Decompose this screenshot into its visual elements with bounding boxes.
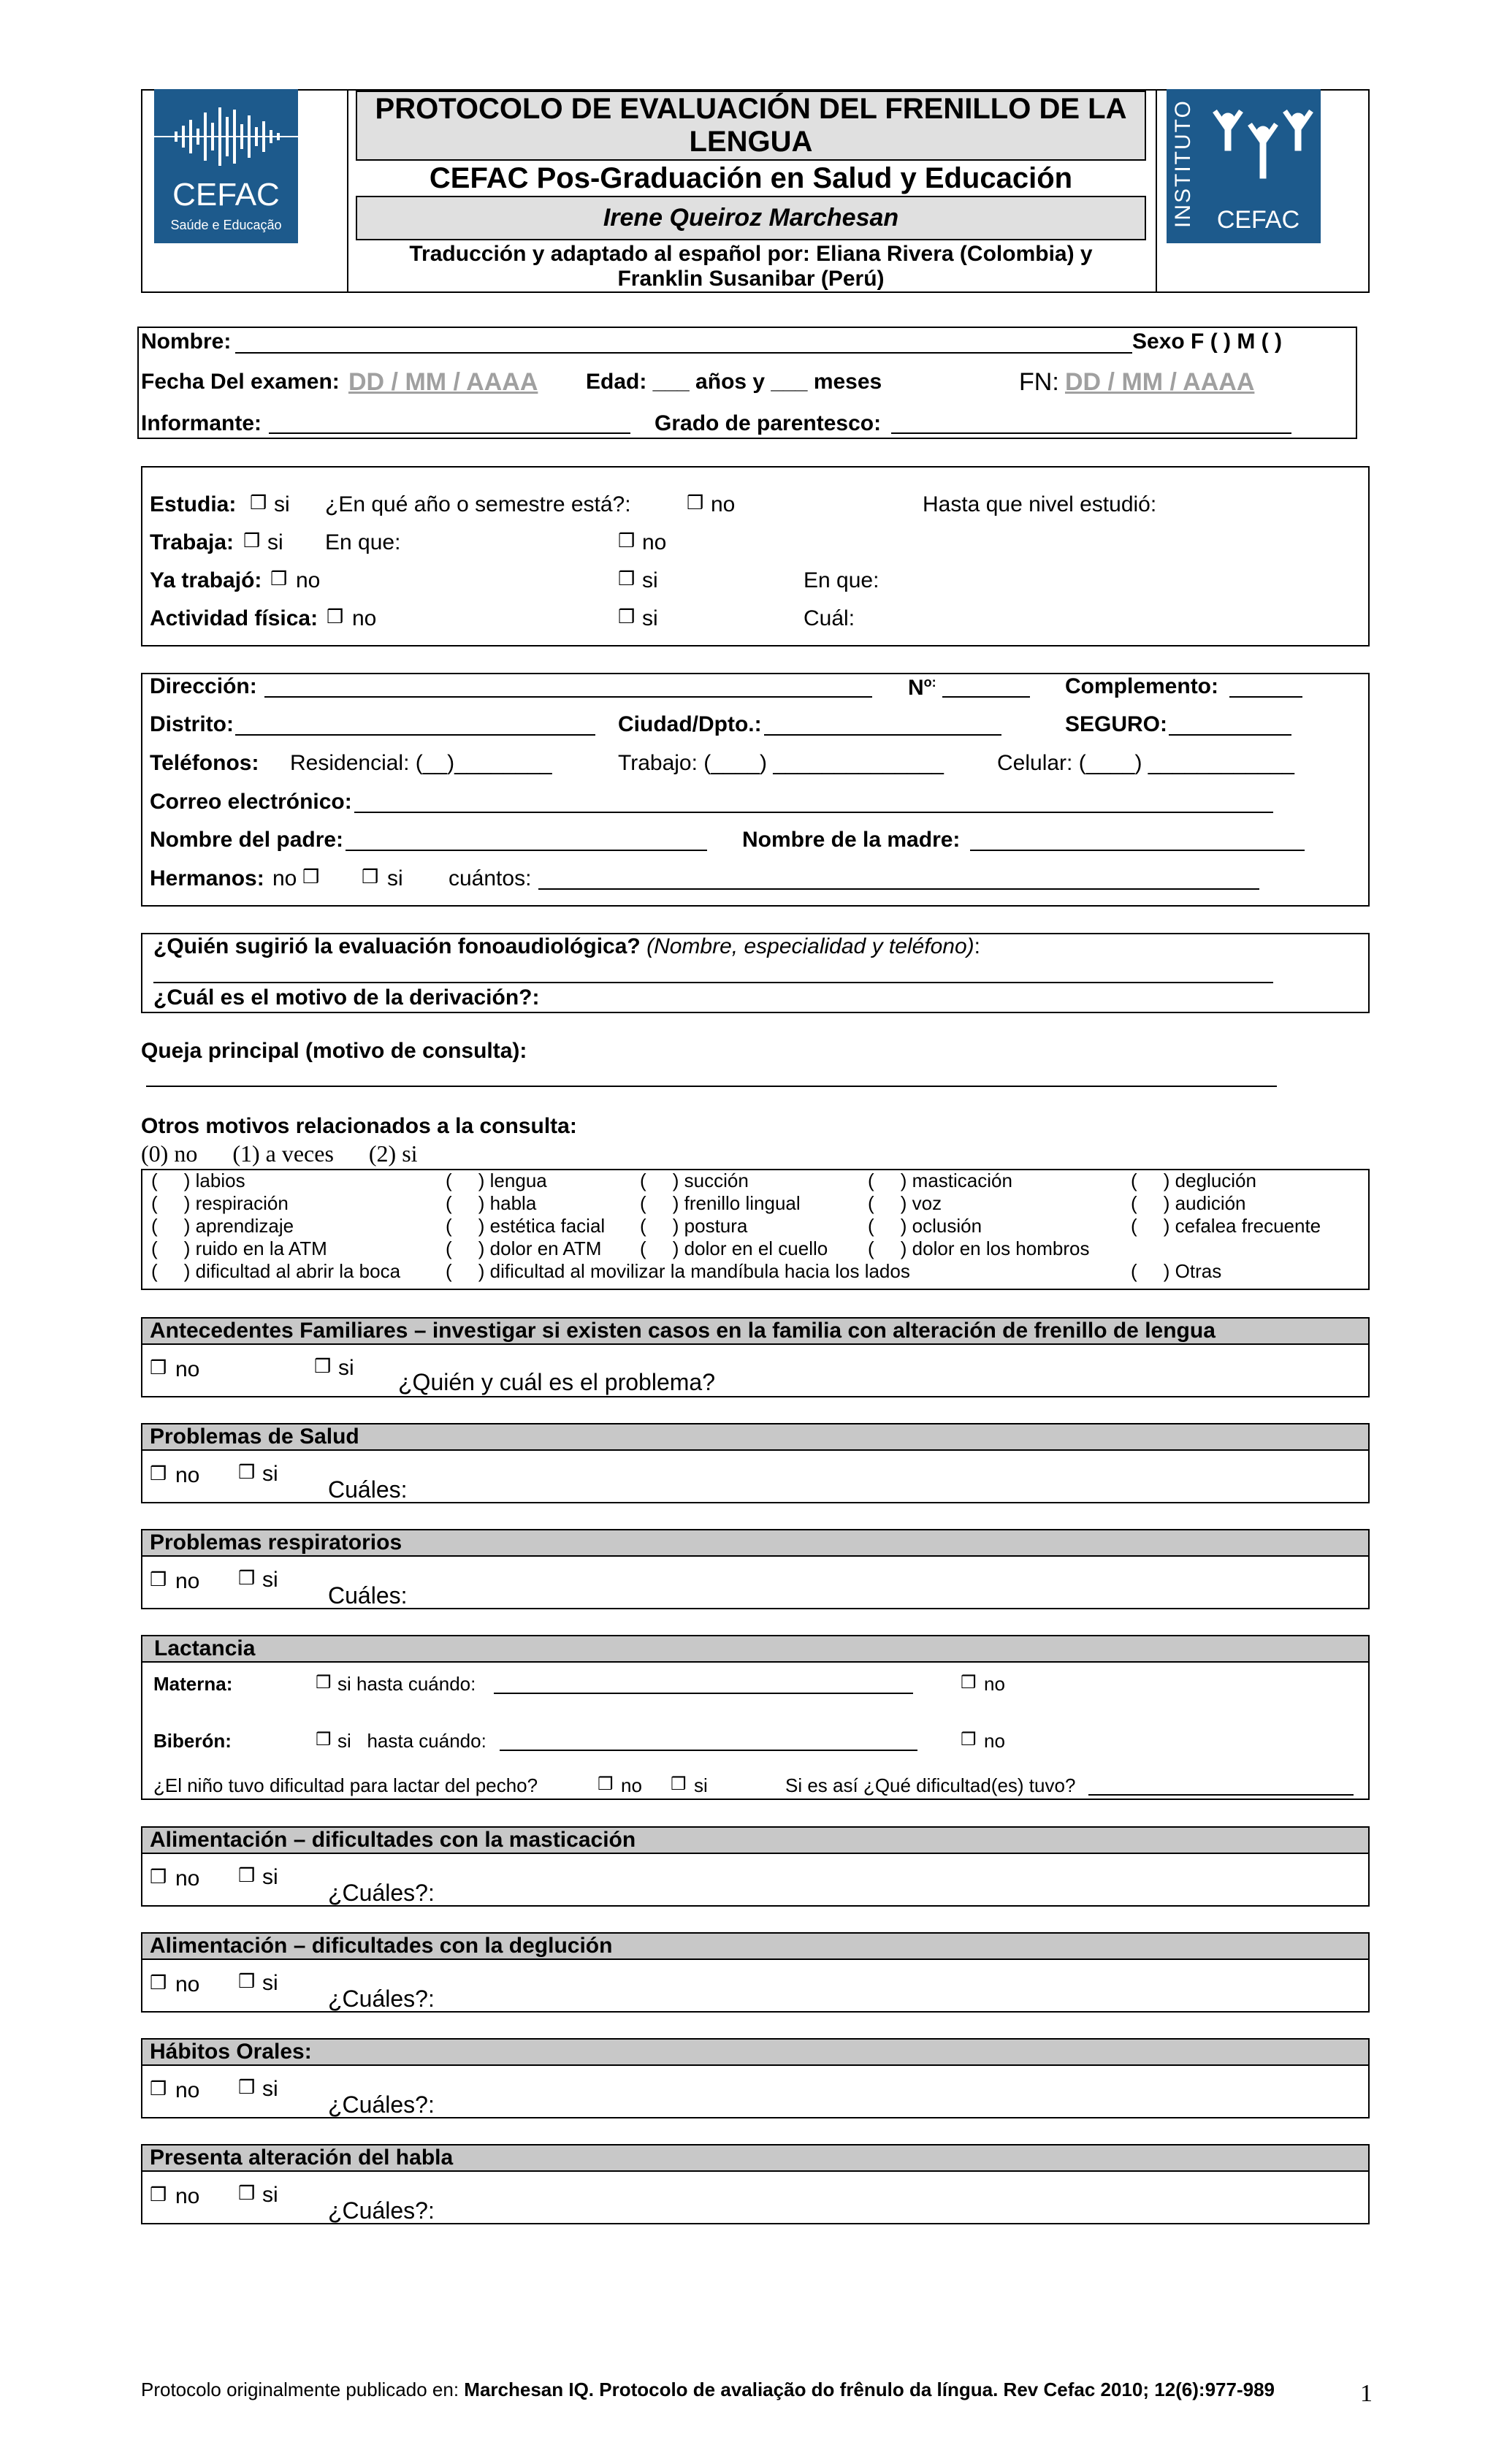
madre-field[interactable] — [970, 850, 1305, 851]
otros-motivo-item[interactable]: ( ) oclusión — [868, 1215, 982, 1237]
habla-no-label: no — [175, 2184, 200, 2208]
footer-citation: Protocolo originalmente publicado en: Marchesan IQ. Protocolo de avaliação do frênulo da língua. Rev Cefac 2010; 12(6):977-989 — [141, 2379, 1275, 2400]
direccion-field[interactable] — [264, 696, 872, 698]
numero-label: $N^{o:}$ — [908, 675, 936, 700]
ya-trabajo-si-label: si — [642, 568, 658, 592]
deglucion-question: ¿Cuáles?: — [328, 1986, 435, 2012]
lactar-question: ¿El niño tuvo dificultad para lactar del pecho? — [153, 1774, 538, 1796]
otros-motivo-item[interactable]: ( ) dolor en ATM — [446, 1237, 602, 1259]
habitos-no-checkbox[interactable]: ❒ — [150, 2078, 167, 2100]
trabaja-no-label: no — [642, 530, 667, 554]
fecha-examen-input[interactable]: DD / MM / AAAA — [348, 368, 538, 396]
si-es-asi-label: Si es así ¿Qué dificultad(es) tuvo? — [785, 1774, 1076, 1796]
numero-field[interactable] — [942, 696, 1030, 698]
habla-header: Presenta alteración del habla — [142, 2145, 1368, 2172]
direccion-label: Dirección: — [150, 674, 257, 698]
translation-line-2: Franklin Susanibar (Perú) — [617, 267, 885, 291]
biberon-no-checkbox[interactable]: ❒ — [961, 1729, 977, 1750]
otros-motivo-item[interactable]: ( ) voz — [868, 1192, 942, 1214]
actividad-label: Actividad física: — [150, 606, 318, 630]
otros-motivo-item[interactable]: ( ) habla — [446, 1192, 537, 1214]
complemento-label: Complemento: — [1065, 674, 1218, 698]
materna-no-checkbox[interactable]: ❒ — [961, 1672, 977, 1693]
antecedentes-question: ¿Quién y cuál es el problema? — [398, 1369, 715, 1395]
respiratorios-no-label: no — [175, 1569, 200, 1593]
salud-si-checkbox[interactable]: ❒ — [238, 1462, 256, 1484]
masticacion-si-label: si — [262, 1865, 278, 1889]
salud-si-label: si — [262, 1462, 278, 1486]
cual-label: Cuál: — [804, 606, 855, 630]
trabaja-no-checkbox[interactable]: ❒ — [618, 530, 636, 552]
antecedentes-no-label: no — [175, 1357, 200, 1381]
habla-si-checkbox[interactable]: ❒ — [238, 2183, 256, 2205]
biberon-label: Biberón: — [153, 1730, 232, 1752]
logo-right-name: CEFAC — [1216, 206, 1300, 234]
otros-motivo-item[interactable]: ( ) labios — [151, 1170, 245, 1191]
otros-motivo-item[interactable]: ( ) frenillo lingual — [640, 1192, 801, 1214]
queja-field[interactable] — [146, 1086, 1277, 1087]
en-que-label-2: En que: — [804, 568, 879, 592]
seguro-label: SEGURO: — [1065, 712, 1168, 736]
otros-motivo-item[interactable]: ( ) lengua — [446, 1170, 547, 1191]
distrito-field[interactable] — [235, 734, 595, 736]
tel-celular-field[interactable]: Celular: (____) ____________ — [997, 751, 1294, 775]
otros-motivo-item[interactable]: ( ) aprendizaje — [151, 1215, 294, 1237]
logo-left-tag: Saúde e Educação — [170, 218, 282, 232]
actividad-no-label: no — [352, 606, 377, 630]
masticacion-question: ¿Cuáles?: — [328, 1880, 435, 1906]
si-es-asi-field[interactable] — [1088, 1794, 1354, 1796]
lactar-no-checkbox[interactable]: ❒ — [598, 1774, 614, 1794]
header-divider-right — [1156, 89, 1157, 293]
antecedentes-header: Antecedentes Familiares – investigar si existen casos en la familia con alteración de frenillo de lengua — [142, 1319, 1368, 1345]
salud-question: Cuáles: — [328, 1476, 408, 1503]
fn-input[interactable]: DD / MM / AAAA — [1065, 368, 1255, 396]
en-que-label: En que: — [325, 530, 401, 554]
informante-label: Informante: — [141, 411, 262, 435]
materna-label: Materna: — [153, 1673, 233, 1695]
respiratorios-si-checkbox[interactable]: ❒ — [238, 1568, 256, 1590]
correo-field[interactable] — [354, 812, 1273, 813]
estudia-label: Estudia: — [150, 492, 237, 516]
ya-trabajo-si-checkbox[interactable]: ❒ — [618, 568, 636, 590]
hermanos-no-label: no — [272, 866, 297, 890]
materna-si-label: si hasta cuándo: — [337, 1673, 476, 1695]
parentesco-field[interactable] — [891, 432, 1291, 434]
deglucion-no-label: no — [175, 1972, 200, 1996]
biberon-hasta-field[interactable] — [500, 1750, 917, 1751]
people-icon — [1212, 104, 1314, 184]
fn-label: FN: — [1019, 368, 1059, 396]
actividad-no-checkbox[interactable]: ❒ — [327, 606, 344, 628]
hermanos-label: Hermanos: — [150, 866, 264, 890]
otros-motivo-item[interactable]: ( ) succión — [640, 1170, 749, 1191]
respiratorios-question: Cuáles: — [328, 1582, 408, 1609]
padre-field[interactable] — [346, 850, 707, 851]
padre-label: Nombre del padre: — [150, 828, 344, 852]
trabaja-si-checkbox[interactable]: ❒ — [243, 530, 261, 552]
hermanos-si-label: si — [387, 866, 403, 890]
otros-motivo-item[interactable]: ( ) deglución — [1131, 1170, 1256, 1191]
materna-no-label: no — [984, 1673, 1005, 1695]
habitos-no-label: no — [175, 2078, 200, 2102]
header-divider-left — [347, 89, 348, 293]
habitos-question: ¿Cuáles?: — [328, 2091, 435, 2118]
otros-motivo-item[interactable]: ( ) Otras — [1131, 1260, 1222, 1282]
deglucion-si-label: si — [262, 1971, 278, 1995]
otros-motivo-item[interactable]: ( ) dificultad al movilizar la mandíbula hacia los lados — [446, 1260, 910, 1282]
distrito-label: Distrito: — [150, 712, 234, 736]
tel-residencial-field[interactable]: Residencial: (__)________ — [290, 751, 552, 775]
trabaja-label: Trabaja: — [150, 530, 234, 554]
masticacion-header: Alimentación – dificultades con la masticación — [142, 1828, 1368, 1854]
informante-field[interactable] — [269, 432, 630, 434]
cefac-logo-right — [1167, 89, 1321, 243]
telefonos-label: Teléfonos: — [150, 751, 259, 775]
cuantos-label: cuántos: — [449, 866, 532, 890]
respiratorios-no-checkbox[interactable]: ❒ — [150, 1569, 167, 1591]
lactancia-header: Lactancia — [142, 1636, 1368, 1663]
materna-si-checkbox[interactable]: ❒ — [316, 1672, 332, 1693]
salud-header: Problemas de Salud — [142, 1424, 1368, 1451]
ciudad-label: Ciudad/Dpto.: — [618, 712, 762, 736]
masticacion-no-checkbox[interactable]: ❒ — [150, 1866, 167, 1888]
logo-right-vertical: INSTITUTO — [1171, 99, 1195, 228]
actividad-si-label: si — [642, 606, 658, 630]
nivel-label: Hasta que nivel estudió: — [923, 492, 1157, 516]
parentesco-label: Grado de parentesco: — [654, 411, 882, 435]
madre-label: Nombre de la madre: — [742, 828, 961, 852]
otros-motivo-item[interactable]: ( ) dolor en los hombros — [868, 1237, 1090, 1259]
correo-label: Correo electrónico: — [150, 790, 352, 814]
lactar-no-label: no — [621, 1774, 642, 1796]
motivo-derivacion-label: ¿Cuál es el motivo de la derivación?: — [153, 985, 540, 1010]
estudia-no-checkbox[interactable]: ❒ — [687, 492, 704, 514]
respiratorios-header: Problemas respiratorios — [142, 1530, 1368, 1557]
quien-sugirio-label: ¿Quién sugirió la evaluación fonoaudiológica? (Nombre, especialidad y teléfono): — [153, 934, 981, 958]
estudia-si-checkbox[interactable]: ❒ — [250, 492, 267, 514]
anio-label: ¿En qué año o semestre está?: — [325, 492, 631, 516]
antecedentes-no-checkbox[interactable]: ❒ — [150, 1357, 167, 1379]
deglucion-no-checkbox[interactable]: ❒ — [150, 1972, 167, 1994]
logo-left-name: CEFAC — [172, 177, 280, 213]
otros-motivo-item[interactable]: ( ) masticación — [868, 1170, 1012, 1191]
habitos-si-checkbox[interactable]: ❒ — [238, 2077, 256, 2099]
lactar-si-label: si — [694, 1774, 708, 1796]
antecedentes-si-checkbox[interactable]: ❒ — [314, 1356, 332, 1378]
otros-motivo-item[interactable]: ( ) cefalea frecuente — [1131, 1215, 1321, 1237]
cefac-logo-left — [154, 89, 298, 243]
habitos-header: Hábitos Orales: — [142, 2040, 1368, 2066]
translation-line-1: Traducción y adaptado al español por: Eliana Rivera (Colombia) y — [409, 242, 1093, 266]
page-title: PROTOCOLO DE EVALUACIÓN DEL FRENILLO DE LA LENGUA — [375, 93, 1127, 158]
ya-trabajo-label: Ya trabajó: — [150, 568, 262, 592]
estudia-si-label: si — [274, 492, 290, 516]
complemento-field[interactable] — [1229, 696, 1302, 698]
habla-question: ¿Cuáles?: — [328, 2197, 435, 2224]
habla-no-checkbox[interactable]: ❒ — [150, 2184, 167, 2206]
otros-motivo-item[interactable]: ( ) audición — [1131, 1192, 1246, 1214]
materna-hasta-field[interactable] — [494, 1693, 913, 1694]
nombre-field[interactable] — [235, 352, 1132, 354]
otros-motivo-item[interactable]: ( ) ruido en la ATM — [151, 1237, 327, 1259]
otros-title: Otros motivos relacionados a la consulta: — [141, 1114, 577, 1138]
ya-trabajo-no-label: no — [296, 568, 321, 592]
page-number: 1 — [1360, 2380, 1373, 2407]
page-subtitle: CEFAC Pos-Graduación en Salud y Educación — [429, 162, 1073, 194]
actividad-si-checkbox[interactable]: ❒ — [618, 606, 636, 628]
otros-scale: (0) no (1) a veces (2) si — [141, 1140, 418, 1167]
tel-trabajo-field[interactable]: Trabajo: (____) ______________ — [618, 751, 944, 775]
habitos-si-label: si — [262, 2077, 278, 2101]
otros-motivo-item[interactable]: ( ) estética facial — [446, 1215, 606, 1237]
hermanos-si-checkbox[interactable]: ❒ — [362, 866, 379, 888]
biberon-si-label: si hasta cuándo: — [337, 1730, 486, 1752]
habla-si-label: si — [262, 2183, 278, 2207]
soundwave-icon — [154, 104, 298, 169]
ya-trabajo-no-checkbox[interactable]: ❒ — [270, 568, 288, 590]
salud-no-label: no — [175, 1463, 200, 1487]
nombre-label: Nombre: — [141, 329, 232, 354]
deglucion-si-checkbox[interactable]: ❒ — [238, 1971, 256, 1993]
masticacion-no-label: no — [175, 1866, 200, 1891]
ciudad-field[interactable] — [764, 734, 1001, 736]
biberon-si-checkbox[interactable]: ❒ — [316, 1729, 332, 1750]
lactar-si-checkbox[interactable]: ❒ — [671, 1774, 687, 1794]
respiratorios-si-label: si — [262, 1568, 278, 1592]
estudia-no-label: no — [711, 492, 736, 516]
author-name: Irene Queiroz Marchesan — [603, 204, 899, 232]
otros-motivo-item[interactable]: ( ) dolor en el cuello — [640, 1237, 828, 1259]
trabaja-si-label: si — [267, 530, 283, 554]
salud-no-checkbox[interactable]: ❒ — [150, 1463, 167, 1485]
seguro-field[interactable] — [1169, 734, 1291, 736]
cuantos-field[interactable] — [538, 888, 1259, 890]
sexo-field[interactable]: Sexo F ( ) M ( ) — [1132, 329, 1282, 354]
otros-motivo-item[interactable]: ( ) postura — [640, 1215, 748, 1237]
biberon-no-label: no — [984, 1730, 1005, 1752]
edad-field[interactable]: Edad: ___ años y ___ meses — [586, 370, 882, 394]
otros-motivo-item[interactable]: ( ) respiración — [151, 1192, 289, 1214]
queja-label: Queja principal (motivo de consulta): — [141, 1039, 527, 1063]
otros-motivo-item[interactable]: ( ) dificultad al abrir la boca — [151, 1260, 401, 1282]
fecha-examen-label: Fecha Del examen: — [141, 370, 340, 394]
deglucion-header: Alimentación – dificultades con la deglución — [142, 1934, 1368, 1960]
hermanos-no-checkbox[interactable]: ❒ — [302, 866, 320, 888]
quien-sugirio-field[interactable] — [153, 982, 1273, 983]
masticacion-si-checkbox[interactable]: ❒ — [238, 1865, 256, 1887]
antecedentes-si-label: si — [338, 1356, 354, 1380]
